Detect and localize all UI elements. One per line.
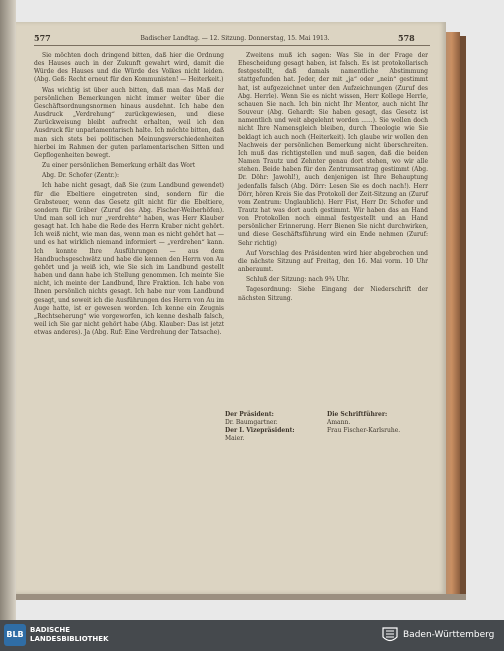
secretary-name: Frau Fischer-Karlsruhe. [327, 427, 401, 434]
president-name: Dr. Baumgartner. [225, 419, 278, 426]
page-edge-dark [460, 36, 466, 598]
signature-block-left [225, 411, 295, 443]
secretary-name: Amann. [327, 419, 351, 426]
paragraph: Schluß der Sitzung: nach 9¾ Uhr. [246, 276, 350, 284]
lion-crest-icon [381, 625, 399, 645]
secretaries-heading: Die Schriftführer: [327, 411, 388, 418]
page-edge [446, 32, 460, 598]
paragraph: Tagesordnung: Siehe Eingang der Niederschrift der nächsten Sitzung. [238, 286, 428, 302]
paragraph: Ich habe nicht gesagt, daß Sie (zum Landbund gewendet) für die Ebeltiere eingetreten sind, sondern für die Grabsteuer, wenn das Gesetz gilt nicht für die Ebeltiere, sondern für Gräber (Zuruf des Abg. Fischer-Weiherhöfen). Und man soll ich nur „verdrehte“ haben, was Herr Klauber gesagt hat. Ich habe die Rede des Herrn Kraber nicht gehört. Ich weiß nicht, wie man das, wenn man es nicht gehört hat — und es hat wirklich niemand informiert — „verdrehen“ kann. Ich konnte Ihre Ausführungen — aus dem Handbuchsgeschwätz und habe die kennen den Herrn von Au gehört und ja weiß ich, wie Sie sich im Landbund gestellt haben und dann habe ich Stellung genommen. Ich meinte Sie nicht, ich meinte der Landbund, Ihre Fraktion. Ich habe von Ihnen persönlich nichts gesagt. Ich habe nur vom Landbund gesagt, und soweit ich die Ausführungen des Herrn von Au im Auge hatte, ist er gewesen worden. Ich kenne ein Zeugnis „Rechtseherung“ wie vorgeworfen, ich kenne deshalb falsch, weil ich Sie gar nicht gehört habe (Abg. Klauber: Das ist jetzt etwas anderes). Ja (Abg. Ruf: Eine Verdrehung der Tatsache). [34, 182, 224, 337]
speaker-line: Abg. Dr. Schofer (Zentr.): [42, 172, 119, 180]
paragraph: Zu einer persönlichen Bemerkung erhält das Wort [42, 162, 196, 170]
vice-president-name: Maier. [225, 435, 245, 442]
left-column [34, 52, 224, 339]
vice-president-heading: Der I. Vizepräsident: [225, 427, 295, 434]
paragraph: Zweitens muß ich sagen: Was Sie in der Frage der Ehescheidung gesagt haben, ist falsch. Es ist protokollarisch festgestellt, daß damals namentliche Abstimmung stattgefunden hat. Jeder, der mit „ja“ oder „nein“ gestimmt hat, ist aufgezeichnet unter den Aufzeichnungen (Zuruf des Abg. Herrle). Wenn Sie es nicht wissen, Herr Kollege Herrle, schauen Sie nach. Ich bin nicht Ihr Mentor, auch nicht Ihr Souveur (Abg. Gehardt: Sie haben gesagt, das Gesetz ist namentlich und weit abgelehnt worden ......). Sie wollen doch nicht Ihre Namensgleich bleiben, durch Theologie wie Sie beklagt ich auch noch (Heiterkeit). Ich glaube wir wollen den Nachweis der persönlichen Bemerkung nicht überschreiten. Ich muß das richtigstellen und muß sagen, daß die beiden Namen Trautz und Zehnter genau dort stehen, wo wir alle stehen. Beide haben für den Zentrumsantrag gestimmt (Abg. Dr. Döhr: Jawohl!), auch denjenigen ist Ihre Behauptung jedenfalls falsch (Abg. Dörr: Lesen Sie es doch nach!). Herr Dörr, hören Kreis Sie das Protokoll der Zeit-Sitzung an (Zuruf vom Zentrum: Unglaublich). Herr Fist, Herr Dr. Schofer und Trautz hat was dort auch gestimmt. Wir haben das an Hand von Protokollen noch einmal festgestellt und an Hand persönlicher Erinnerung. Herr Bienen Sie nicht durchwirken, und diese Geschäftsführung wird ein Ende nehmen (Zuruf: Sehr richtig) [238, 52, 428, 247]
page-shadow [16, 594, 466, 600]
signature-block-right [327, 411, 400, 435]
right-column [238, 52, 428, 305]
blb-name[interactable] [30, 626, 109, 644]
blb-line2: LANDESBIBLIOTHEK [30, 635, 109, 643]
page-number-left: 577 [34, 33, 51, 43]
page-number-right: 578 [398, 33, 415, 43]
running-header: Badischer Landtag. — 12. Sitzung. Donnerstag, 15. Mai 1913. [140, 35, 330, 42]
president-heading: Der Präsident: [225, 411, 274, 418]
blb-logo[interactable]: BLB [4, 624, 26, 646]
header-rule [34, 45, 430, 46]
book-spine [0, 0, 16, 620]
paragraph: Was wichtig ist über auch bitten, daß man das Maß der persönlichen Bemerkungen nicht immer weiter über die Geschäftsordnungsnormen hinaus ausdehnt. Ich habe den Ausdruck „Verdrehung“ zurückgewiesen, und diese Zurückweisung bleibt aufrecht erhalten, weil ich den Ausdruck für unparlamentarisch halte. Ich möchte bitten, daß man sich stets bei politischen Meinungsverschiedenheiten hierbei im Rahmen der guten parlamentarischen Sitten und Gepflogenheiten bewegt. [34, 86, 224, 159]
paragraph: Sie möchten doch dringend bitten, daß hier die Ordnung des Hauses auch in der Zukunft gewahrt wird, damit die Würde des Hauses und die Würde des Volkes nicht leiden. (Abg. Geß: Recht erneut für den Kommunisten! — Heiterkeit.) [34, 52, 224, 84]
baden-wuerttemberg-label[interactable]: Baden-Württemberg [403, 630, 495, 640]
blb-line1: BADISCHE [30, 626, 70, 634]
paragraph: Auf Vorschlag des Präsidenten wird hier abgebrochen und die nächste Sitzung auf Freitag, den 16. Mai vorm. 10 Uhr anberaumt. [238, 249, 428, 274]
